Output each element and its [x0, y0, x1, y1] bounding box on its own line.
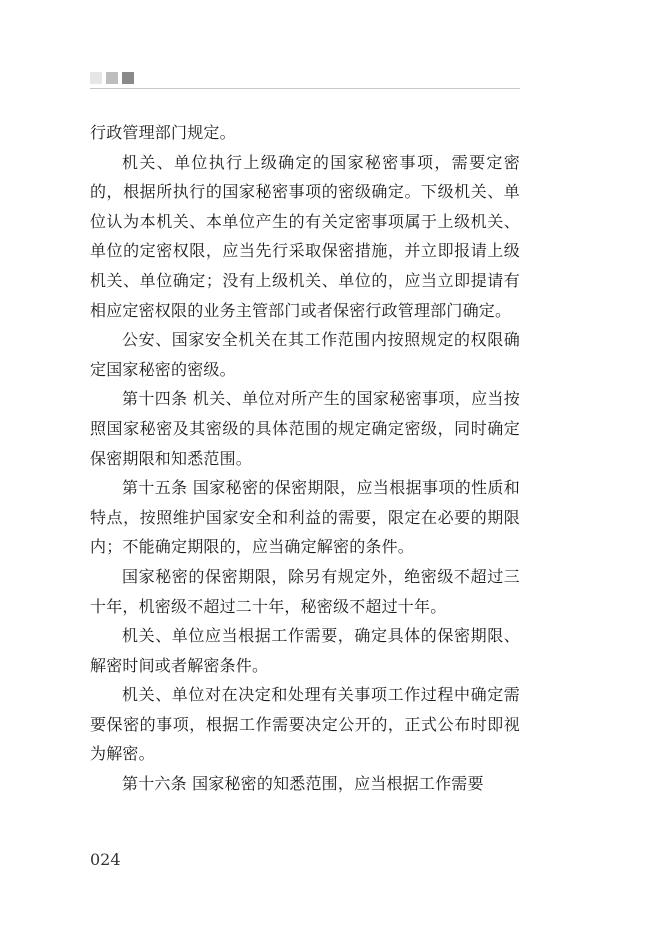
paragraph: 机关、单位应当根据工作需要，确定具体的保密期限、解密时间或者解密条件。	[90, 626, 520, 675]
paragraph: 机关、单位对在决定和处理有关事项工作过程中确定需要保密的事项，根据工作需要决定公开的，正式公布时即视为解密。	[90, 685, 520, 764]
medium-square-icon	[106, 72, 118, 84]
paragraph: 行政管理部门规定。	[90, 123, 236, 142]
paragraph: 第十六条 国家秘密的知悉范围，应当根据工作需要	[122, 774, 484, 794]
paragraph: 公安、国家安全机关在其工作范围内按照规定的权限确定国家秘密的密级。	[90, 330, 520, 379]
light-square-icon	[90, 72, 102, 84]
paragraph: 第十五条 国家秘密的保密期限，应当根据事项的性质和特点，按照维护国家安全和利益的需要，限定在必要的期限内；不能确定期限的，应当确定解密的条件。	[90, 478, 520, 557]
header-divider	[90, 88, 520, 89]
paragraph: 第十四条 机关、单位对所产生的国家秘密事项，应当按照国家秘密及其密级的具体范围的规定确定密级，同时确定保密期限和知悉范围。	[90, 389, 520, 468]
header-squares-icon	[90, 72, 134, 84]
paragraph: 机关、单位执行上级确定的国家秘密事项，需要定密的，根据所执行的国家秘密事项的密级确定。下级机关、单位认为本机关、本单位产生的有关定密事项属于上级机关、单位的定密权限，应当先行采取保密措施，并立即报请上级机关、单位确定；没有上级机关、单位的，应当立即提请有相应定密权限的业务主管部门或者保密行政管理部门确定。	[90, 152, 520, 320]
dark-square-icon	[122, 72, 134, 84]
page-number: 024	[90, 850, 121, 869]
document-body	[90, 118, 520, 799]
paragraph: 国家秘密的保密期限，除另有规定外，绝密级不超过三十年，机密级不超过二十年，秘密级不超过十年。	[90, 566, 520, 616]
